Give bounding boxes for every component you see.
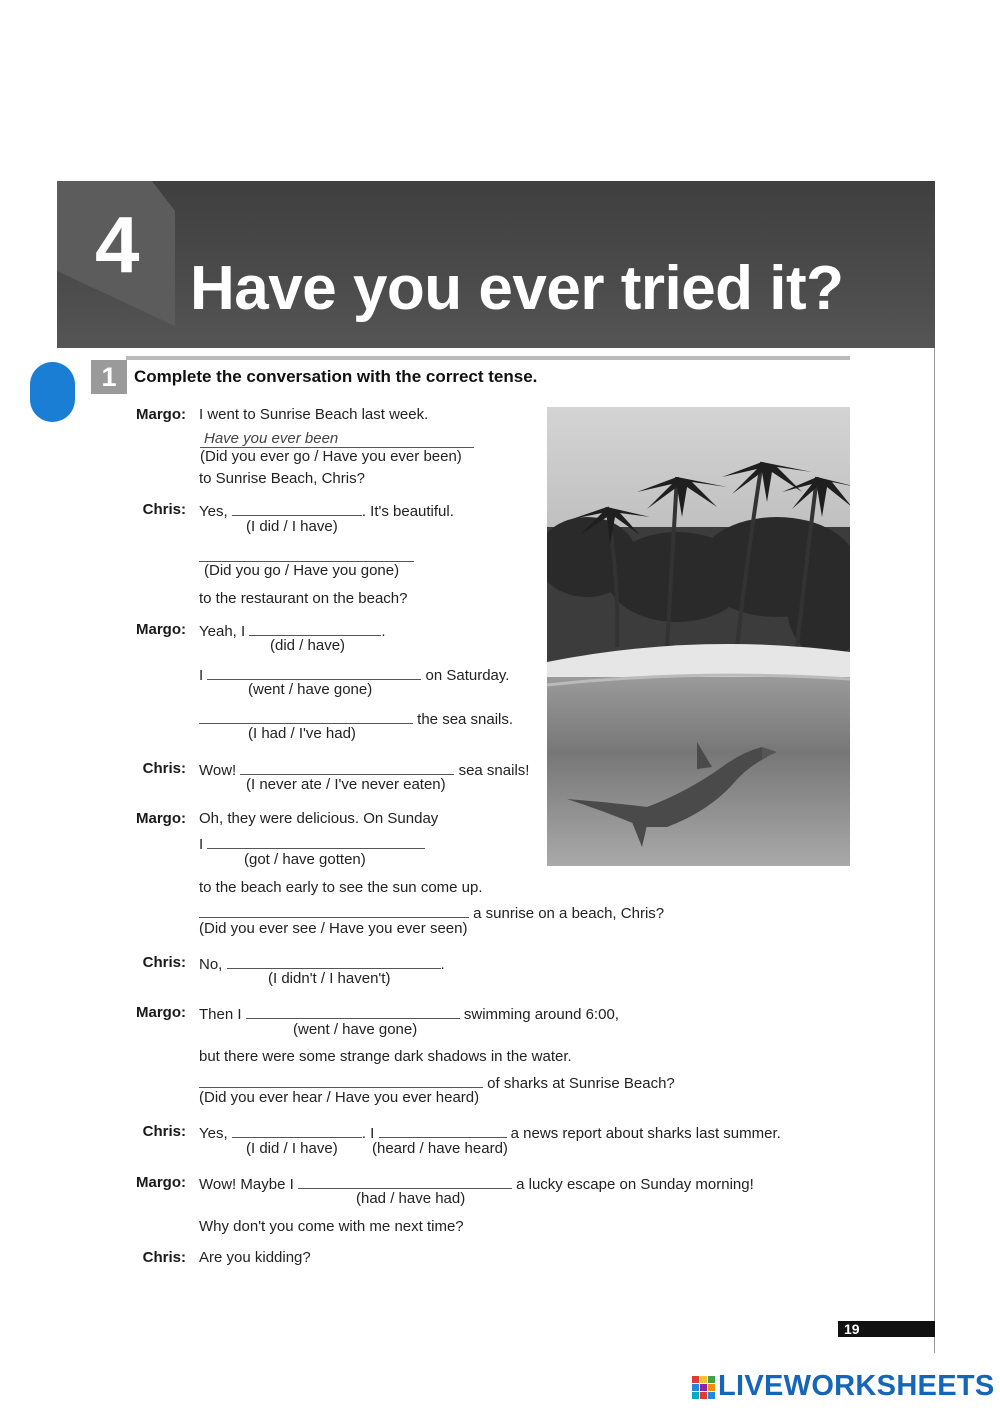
option-hint: (heard / have heard): [372, 1140, 508, 1157]
answer-field[interactable]: [207, 665, 421, 680]
answer-field[interactable]: [199, 547, 414, 562]
dialogue-line: I went to Sunrise Beach last week.: [199, 406, 429, 423]
speaker-chris: Chris:: [142, 1123, 186, 1140]
speaker-chris: Chris:: [142, 501, 186, 518]
page-right-rule: [934, 348, 935, 1353]
line-text: Yes,: [199, 1125, 228, 1142]
line-text: .: [381, 623, 386, 640]
answer-field[interactable]: [240, 760, 454, 775]
option-hint: (got / have gotten): [244, 851, 366, 868]
speaker-chris: Chris:: [142, 1249, 186, 1266]
speaker-chris: Chris:: [142, 760, 186, 777]
line-text: . It's beautiful.: [361, 503, 454, 520]
unit-number: 4: [95, 200, 140, 289]
dialogue-line: Why don't you come with me next time?: [199, 1218, 464, 1235]
dialogue-line: to Sunrise Beach, Chris?: [199, 470, 365, 487]
speaker-margo: Margo:: [136, 810, 186, 827]
line-text: .: [440, 956, 445, 973]
exercise-instruction: Complete the conversation with the correct tense.: [134, 367, 538, 386]
option-hint: (I didn't / I haven't): [268, 970, 391, 987]
line-text: Then I: [199, 1006, 242, 1023]
answer-field[interactable]: [232, 501, 362, 516]
speaker-margo: Margo:: [136, 621, 186, 638]
line-text: I: [199, 836, 204, 853]
line-text: Yes,: [199, 503, 228, 520]
answer-field[interactable]: [199, 903, 469, 918]
answer-field[interactable]: [199, 709, 413, 724]
line-text: swimming around 6:00,: [463, 1006, 619, 1023]
blue-side-tab[interactable]: [30, 362, 75, 422]
speaker-margo: Margo:: [136, 1174, 186, 1191]
speaker-margo: Margo:: [136, 406, 186, 423]
line-text: . I: [361, 1125, 375, 1142]
option-hint: (went / have gone): [248, 681, 373, 698]
answer-field[interactable]: [199, 1073, 483, 1088]
beach-shark-photo: [547, 407, 850, 866]
line-text: a news report about sharks last summer.: [510, 1125, 781, 1142]
line-text: the sea snails.: [417, 711, 514, 728]
option-hint: (had / have had): [356, 1190, 466, 1207]
line-text: No,: [199, 956, 223, 973]
option-hint: (I had / I've had): [248, 725, 356, 742]
dialogue-line: Oh, they were delicious. On Sunday: [199, 810, 439, 827]
line-text: Yeah, I: [199, 623, 246, 640]
answer-field[interactable]: [298, 1174, 512, 1189]
speaker-margo: Margo:: [136, 1004, 186, 1021]
dialogue-line: Are you kidding?: [199, 1249, 311, 1266]
answer-field[interactable]: [227, 954, 441, 969]
brand-wordmark[interactable]: LIVEWORKSHEETS: [718, 1370, 995, 1402]
exercise-number: 1: [91, 360, 127, 394]
line-text: a lucky escape on Sunday morning!: [516, 1176, 754, 1193]
line-text: on Saturday.: [425, 667, 510, 684]
page-number: 19: [838, 1321, 935, 1337]
option-hint: (I did / I have): [246, 518, 338, 535]
line-text: Wow! Maybe I: [199, 1176, 294, 1193]
dialogue-line: [199, 1174, 754, 1193]
line-text: sea snails!: [458, 762, 530, 779]
dialogue-line: to the beach early to see the sun come up.: [199, 879, 483, 896]
option-hint: (did / have): [270, 637, 346, 654]
liveworksheets-logo-icon: [692, 1376, 716, 1400]
speaker-chris: Chris:: [142, 954, 186, 971]
line-text: I: [199, 667, 204, 684]
option-hint: (I did / I have): [246, 1140, 338, 1157]
answer-field[interactable]: [232, 1123, 362, 1138]
line-text: Wow!: [199, 762, 237, 779]
answer-field[interactable]: [379, 1123, 507, 1138]
option-hint: (Did you ever hear / Have you ever heard): [199, 1089, 480, 1106]
dialogue-line: but there were some strange dark shadows in the water.: [199, 1048, 572, 1065]
option-hint: (Did you ever see / Have you ever seen): [199, 920, 468, 937]
answer-field[interactable]: [246, 1004, 460, 1019]
line-text: of sharks at Sunrise Beach?: [487, 1075, 675, 1092]
option-hint: (I never ate / I've never eaten): [246, 776, 446, 793]
answer-field[interactable]: [249, 621, 381, 636]
answer-field[interactable]: Have you ever been: [200, 430, 474, 448]
option-hint: (Did you go / Have you gone): [204, 562, 400, 579]
line-text: a sunrise on a beach, Chris?: [473, 905, 665, 922]
dialogue-line: [199, 709, 513, 728]
dialogue-line: to the restaurant on the beach?: [199, 590, 408, 607]
answer-field[interactable]: [207, 834, 425, 849]
unit-title: Have you ever tried it?: [190, 254, 844, 323]
option-hint: (Did you ever go / Have you ever been): [200, 448, 462, 465]
option-hint: (went / have gone): [293, 1021, 418, 1038]
exercise-header-bar: [126, 356, 850, 360]
